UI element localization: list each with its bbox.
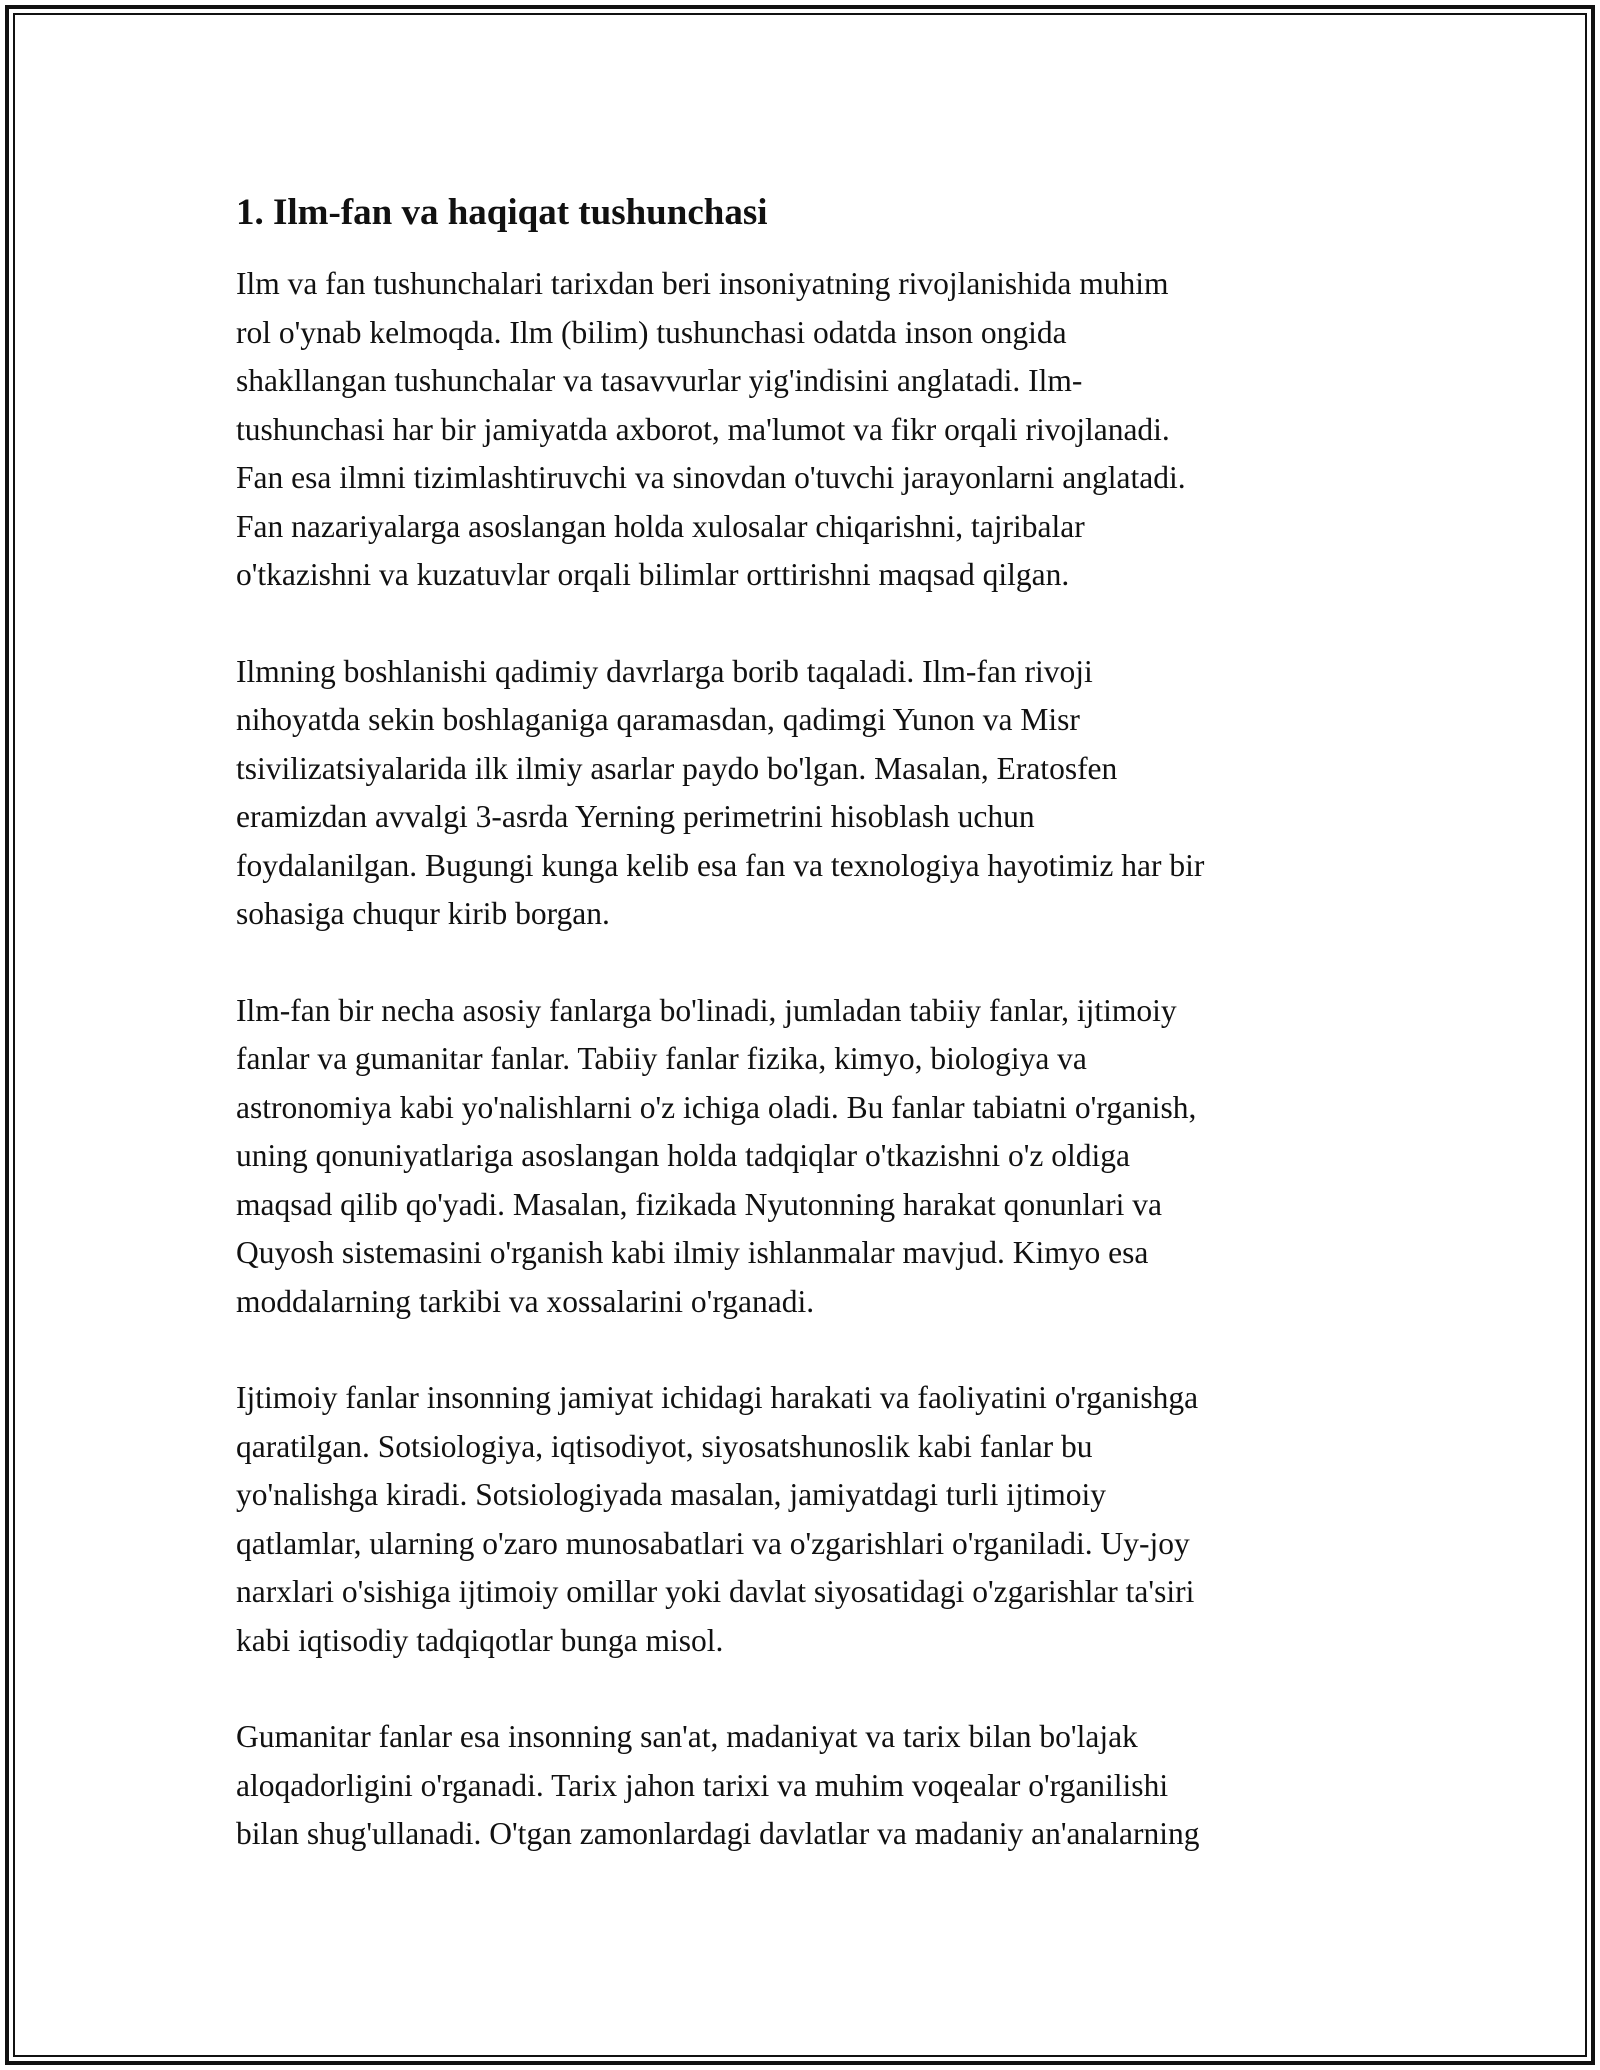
text-line: Fan esa ilmni tizimlashtiruvchi va sinovdan o'tuvchi jarayonlarni anglatadi. bbox=[236, 460, 1186, 495]
text-line: tushunchasi har bir jamiyatda axborot, ma'lumot va fikr orqali rivojlanadi. bbox=[236, 411, 1170, 447]
text-line: Ilm-fan bir necha asosiy fanlarga bo'linadi, jumladan tabiiy fanlar, ijtimoiy bbox=[236, 992, 1177, 1028]
text-line: kabi iqtisodiy tadqiqotlar bunga misol. bbox=[236, 1622, 724, 1658]
text-line: maqsad qilib qo'yadi. Masalan, fizikada Nyutonning harakat qonunlari va bbox=[236, 1186, 1162, 1222]
text-line: uning qonuniyatlariga asoslangan holda tadqiqlar o'tkazishni o'z oldiga bbox=[236, 1138, 1131, 1173]
paragraph-2 bbox=[236, 648, 1376, 939]
text-line: Fan nazariyalarga asoslangan holda xulosalar chiqarishni, tajribalar bbox=[236, 508, 1085, 544]
paragraph-4 bbox=[236, 1374, 1376, 1665]
paragraph-1 bbox=[236, 260, 1376, 600]
text-line: eramizdan avvalgi 3-asrda Yerning perimetrini hisoblash uchun bbox=[236, 799, 1035, 834]
text-line: o'tkazishni va kuzatuvlar orqali bilimlar orttirishni maqsad qilgan. bbox=[236, 557, 1070, 592]
paragraph-5 bbox=[236, 1713, 1376, 1859]
text-line: narxlari o'sishiga ijtimoiy omillar yoki davlat siyosatidagi o'zgarishlar ta'siri bbox=[236, 1574, 1195, 1609]
text-line: tsivilizatsiyalarida ilk ilmiy asarlar paydo bo'lgan. Masalan, Eratosfen bbox=[236, 750, 1118, 786]
text-line: Ilm va fan tushunchalari tarixdan beri insoniyatning rivojlanishida muhim bbox=[236, 266, 1169, 301]
text-line: sohasiga chuqur kirib borgan. bbox=[236, 896, 610, 931]
text-line: qaratilgan. Sotsiologiya, iqtisodiyot, siyosatshunoslik kabi fanlar bu bbox=[236, 1428, 1093, 1464]
text-line: moddalarning tarkibi va xossalarini o'rganadi. bbox=[236, 1283, 815, 1319]
paragraph-3 bbox=[236, 987, 1376, 1327]
text-line: fanlar va gumanitar fanlar. Tabiiy fanlar fizika, kimyo, biologiya va bbox=[236, 1041, 1087, 1076]
text-line: shakllangan tushunchalar va tasavvurlar yig'indisini anglatadi. Ilm- bbox=[236, 363, 1083, 398]
text-line: astronomiya kabi yo'nalishlarni o'z ichiga oladi. Bu fanlar tabiatni o'rganish, bbox=[236, 1089, 1197, 1125]
text-line: rol o'ynab kelmoqda. Ilm (bilim) tushunchasi odatda inson ongida bbox=[236, 314, 1067, 350]
document-body bbox=[236, 188, 1376, 1907]
section-heading: 1. Ilm-fan va haqiqat tushunchasi bbox=[236, 192, 768, 233]
text-line: Quyosh sistemasini o'rganish kabi ilmiy ishlanmalar mavjud. Kimyo esa bbox=[236, 1235, 1149, 1270]
text-line: qatlamlar, ularning o'zaro munosabatlari va o'zgarishlari o'rganiladi. Uy-joy bbox=[236, 1525, 1190, 1561]
text-line: yo'nalishga kiradi. Sotsiologiyada masalan, jamiyatdagi turli ijtimoiy bbox=[236, 1477, 1107, 1512]
text-line: foydalanilgan. Bugungi kunga kelib esa fan va texnologiya hayotimiz har bir bbox=[236, 847, 1205, 883]
text-line: aloqadorligini o'rganadi. Tarix jahon tarixi va muhim voqealar o'rganilishi bbox=[236, 1767, 1169, 1803]
text-line: Ilmning boshlanishi qadimiy davrlarga borib taqaladi. Ilm-fan rivoji bbox=[236, 653, 1093, 689]
text-line: Gumanitar fanlar esa insonning san'at, madaniyat va tarix bilan bo'lajak bbox=[236, 1719, 1138, 1754]
text-line: Ijtimoiy fanlar insonning jamiyat ichidagi harakati va faoliyatini o'rganishga bbox=[236, 1380, 1199, 1415]
text-line: nihoyatda sekin boshlaganiga qaramasdan, qadimgi Yunon va Misr bbox=[236, 702, 1080, 737]
text-line: bilan shug'ullanadi. O'tgan zamonlardagi davlatlar va madaniy an'analarning bbox=[236, 1816, 1200, 1851]
